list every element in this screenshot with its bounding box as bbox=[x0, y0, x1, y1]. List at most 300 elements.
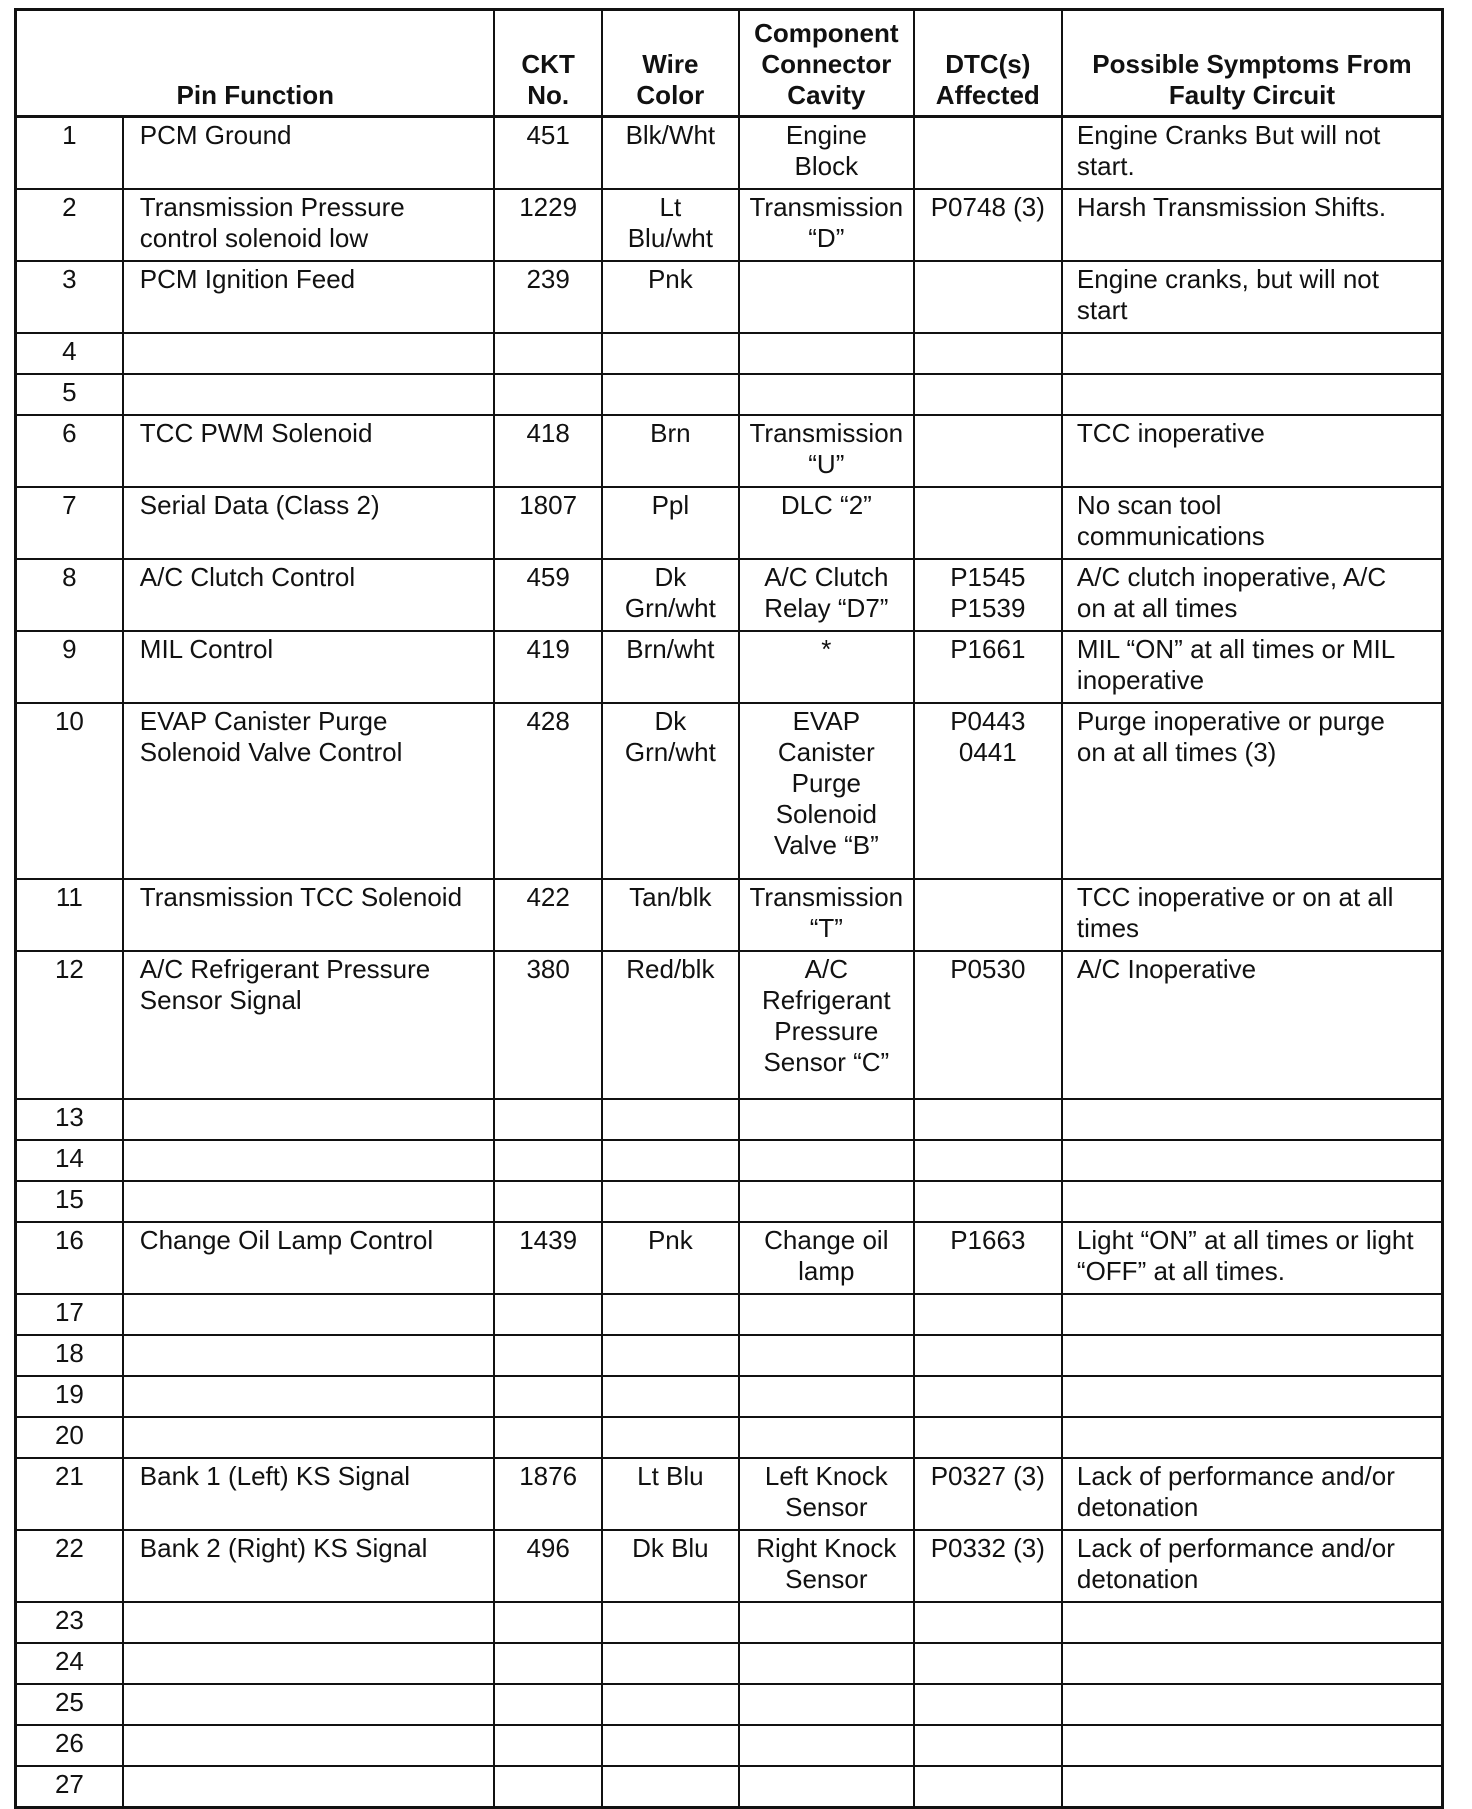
table-row bbox=[16, 487, 1443, 559]
ckt-number-cell: 1439 bbox=[494, 1222, 601, 1294]
component-cavity-cell bbox=[739, 1530, 914, 1602]
component-cavity-cell bbox=[739, 261, 914, 333]
cell-text-line: Bank 1 (Left) KS Signal bbox=[139, 1461, 411, 1491]
cell-text-line: “T” bbox=[809, 913, 843, 943]
table-row bbox=[16, 415, 1443, 487]
cell-text-line: Pnk bbox=[647, 264, 693, 294]
cell-text-line: TCC inoperative or on at all bbox=[1076, 882, 1394, 912]
table-row bbox=[16, 1725, 1443, 1766]
dtc-cell bbox=[914, 261, 1062, 333]
component-cavity-cell bbox=[739, 117, 914, 190]
cell-text-line: Purge bbox=[791, 768, 862, 798]
cell-text-line: detonation bbox=[1076, 1492, 1199, 1522]
wire-color-cell bbox=[602, 487, 739, 559]
pin-number-cell: 7 bbox=[16, 487, 123, 559]
symptoms-cell bbox=[1062, 1140, 1443, 1181]
cell-text-line: Blk/Wht bbox=[625, 120, 716, 150]
cell-text-line: detonation bbox=[1076, 1564, 1199, 1594]
cell-text-line: Transmission bbox=[749, 882, 904, 912]
cell-text-line: P1539 bbox=[950, 593, 1026, 623]
pin-number-cell: 14 bbox=[16, 1140, 123, 1181]
cell-text-line: Change oil bbox=[764, 1225, 889, 1255]
pin-number-cell: 15 bbox=[16, 1181, 123, 1222]
table-row bbox=[16, 1643, 1443, 1684]
cell-text-line: Transmission bbox=[749, 418, 904, 448]
ckt-number-cell bbox=[494, 1376, 601, 1417]
component-cavity-cell bbox=[739, 1725, 914, 1766]
cell-text-line: Engine Cranks But will not bbox=[1076, 120, 1381, 150]
wire-color-cell bbox=[602, 1725, 739, 1766]
symptoms-cell bbox=[1062, 631, 1443, 703]
symptoms-cell bbox=[1062, 879, 1443, 951]
cell-text-line: * bbox=[821, 634, 832, 664]
ckt-number-cell: 1876 bbox=[494, 1458, 601, 1530]
pin-function-cell bbox=[123, 879, 495, 951]
cell-text-line: “U” bbox=[808, 449, 845, 479]
wire-color-cell bbox=[602, 1530, 739, 1602]
cell-text-line: 0441 bbox=[958, 737, 1017, 767]
pin-number-cell: 6 bbox=[16, 415, 123, 487]
wire-color-cell bbox=[602, 559, 739, 631]
pin-number-cell: 10 bbox=[16, 703, 123, 879]
header-ckt-no: CKT No. bbox=[494, 10, 601, 117]
component-cavity-cell bbox=[739, 189, 914, 261]
wire-color-cell bbox=[602, 415, 739, 487]
pin-function-cell bbox=[123, 374, 495, 415]
wire-color-cell bbox=[602, 1458, 739, 1530]
component-cavity-cell bbox=[739, 1181, 914, 1222]
cell-text-line: lamp bbox=[798, 1256, 855, 1286]
cell-text-line: Brn bbox=[650, 418, 691, 448]
dtc-cell bbox=[914, 1099, 1062, 1140]
dtc-cell bbox=[914, 1417, 1062, 1458]
ckt-number-cell bbox=[494, 1099, 601, 1140]
wire-color-cell bbox=[602, 951, 739, 1099]
dtc-cell bbox=[914, 117, 1062, 190]
ckt-number-cell bbox=[494, 333, 601, 374]
pin-function-cell bbox=[123, 1530, 495, 1602]
pin-number-cell: 5 bbox=[16, 374, 123, 415]
pin-function-cell bbox=[123, 261, 495, 333]
ckt-number-cell bbox=[494, 1725, 601, 1766]
pin-function-cell bbox=[123, 951, 495, 1099]
ckt-number-cell: 459 bbox=[494, 559, 601, 631]
cell-text-line: Brn/wht bbox=[626, 634, 715, 664]
cell-text-line: Pnk bbox=[647, 1225, 693, 1255]
pin-number-cell: 8 bbox=[16, 559, 123, 631]
table-body bbox=[16, 117, 1443, 1808]
symptoms-cell bbox=[1062, 1643, 1443, 1684]
wire-color-cell bbox=[602, 1643, 739, 1684]
cell-text-line: Solenoid Valve Control bbox=[139, 737, 403, 767]
cell-text-line: TCC inoperative bbox=[1076, 418, 1265, 448]
pin-function-cell bbox=[123, 1099, 495, 1140]
cell-text-line: A/C Clutch bbox=[764, 562, 889, 592]
table-row bbox=[16, 1766, 1443, 1808]
cell-text-line: on at all times bbox=[1076, 593, 1238, 623]
wire-color-cell bbox=[602, 879, 739, 951]
dtc-cell bbox=[914, 1140, 1062, 1181]
cell-text-line: P0327 (3) bbox=[930, 1461, 1045, 1491]
cell-text-line: P1661 bbox=[950, 634, 1026, 664]
cell-text-line: Canister bbox=[777, 737, 875, 767]
component-cavity-cell bbox=[739, 631, 914, 703]
cell-text-line: Solenoid bbox=[775, 799, 877, 829]
cell-text-line: DLC “2” bbox=[780, 490, 872, 520]
table-row bbox=[16, 951, 1443, 1099]
cell-text-line: Transmission bbox=[749, 192, 904, 222]
ckt-number-cell: 1807 bbox=[494, 487, 601, 559]
component-cavity-cell bbox=[739, 1335, 914, 1376]
symptoms-cell bbox=[1062, 1458, 1443, 1530]
ckt-number-cell bbox=[494, 1766, 601, 1808]
cell-text-line: inoperative bbox=[1076, 665, 1205, 695]
symptoms-cell bbox=[1062, 703, 1443, 879]
header-row bbox=[16, 10, 1443, 117]
pin-function-cell bbox=[123, 415, 495, 487]
ckt-number-cell: 496 bbox=[494, 1530, 601, 1602]
cell-text-line: Sensor Signal bbox=[139, 985, 302, 1015]
ckt-number-cell bbox=[494, 1140, 601, 1181]
wire-color-cell bbox=[602, 1335, 739, 1376]
cell-text-line: Dk Blu bbox=[632, 1533, 709, 1563]
component-cavity-cell bbox=[739, 703, 914, 879]
wire-color-cell bbox=[602, 1766, 739, 1808]
cell-text-line: P1663 bbox=[950, 1225, 1026, 1255]
dtc-cell bbox=[914, 1725, 1062, 1766]
pin-number-cell: 26 bbox=[16, 1725, 123, 1766]
pin-number-cell: 12 bbox=[16, 951, 123, 1099]
symptoms-cell bbox=[1062, 333, 1443, 374]
wire-color-cell bbox=[602, 631, 739, 703]
component-cavity-cell bbox=[739, 879, 914, 951]
wire-color-cell bbox=[602, 1684, 739, 1725]
pin-number-cell: 4 bbox=[16, 333, 123, 374]
table-row bbox=[16, 559, 1443, 631]
cell-text-line: control solenoid low bbox=[139, 223, 369, 253]
symptoms-cell bbox=[1062, 1335, 1443, 1376]
ckt-number-cell: 380 bbox=[494, 951, 601, 1099]
dtc-cell bbox=[914, 189, 1062, 261]
cell-text-line: P0443 bbox=[950, 706, 1026, 736]
cell-text-line: A/C bbox=[804, 954, 848, 984]
dtc-cell bbox=[914, 951, 1062, 1099]
symptoms-cell bbox=[1062, 1222, 1443, 1294]
table-row bbox=[16, 1181, 1443, 1222]
dtc-cell bbox=[914, 415, 1062, 487]
cell-text-line: Light “ON” at all times or light bbox=[1076, 1225, 1414, 1255]
pin-number-cell: 19 bbox=[16, 1376, 123, 1417]
cell-text-line: Lack of performance and/or bbox=[1076, 1533, 1395, 1563]
wire-color-cell bbox=[602, 1602, 739, 1643]
pin-function-cell bbox=[123, 1222, 495, 1294]
symptoms-cell bbox=[1062, 559, 1443, 631]
table-row bbox=[16, 631, 1443, 703]
cell-text-line: P1545 bbox=[950, 562, 1026, 592]
cell-text-line: P0530 bbox=[950, 954, 1026, 984]
pin-function-cell bbox=[123, 1140, 495, 1181]
ckt-number-cell bbox=[494, 1684, 601, 1725]
cell-text-line: Ppl bbox=[651, 490, 690, 520]
wire-color-cell bbox=[602, 1181, 739, 1222]
table-row bbox=[16, 1140, 1443, 1181]
pin-number-cell: 22 bbox=[16, 1530, 123, 1602]
pin-function-cell bbox=[123, 631, 495, 703]
cell-text-line: Tan/blk bbox=[629, 882, 712, 912]
symptoms-cell bbox=[1062, 487, 1443, 559]
table-row bbox=[16, 879, 1443, 951]
pin-function-cell bbox=[123, 1417, 495, 1458]
cell-text-line: Blu/wht bbox=[627, 223, 713, 253]
pin-number-cell: 11 bbox=[16, 879, 123, 951]
cell-text-line: Engine bbox=[785, 120, 867, 150]
wire-color-cell bbox=[602, 1099, 739, 1140]
cell-text-line: Lt Blu bbox=[637, 1461, 704, 1491]
pin-function-cell bbox=[123, 1766, 495, 1808]
pin-function-cell bbox=[123, 1458, 495, 1530]
ckt-number-cell: 418 bbox=[494, 415, 601, 487]
cell-text-line: MIL Control bbox=[139, 634, 274, 664]
header-pin-function: Pin Function bbox=[16, 10, 495, 117]
component-cavity-cell bbox=[739, 1602, 914, 1643]
cell-text-line: Engine cranks, but will not bbox=[1076, 264, 1379, 294]
cell-text-line: EVAP bbox=[792, 706, 861, 736]
dtc-cell bbox=[914, 879, 1062, 951]
cell-text-line: P0332 (3) bbox=[930, 1533, 1045, 1563]
symptoms-cell bbox=[1062, 415, 1443, 487]
ckt-number-cell: 451 bbox=[494, 117, 601, 190]
dtc-cell bbox=[914, 1766, 1062, 1808]
wire-color-cell bbox=[602, 333, 739, 374]
ckt-number-cell: 1229 bbox=[494, 189, 601, 261]
component-cavity-cell bbox=[739, 415, 914, 487]
dtc-cell bbox=[914, 1684, 1062, 1725]
symptoms-cell bbox=[1062, 1294, 1443, 1335]
ckt-number-cell bbox=[494, 1335, 601, 1376]
ckt-number-cell bbox=[494, 1643, 601, 1684]
pin-number-cell: 2 bbox=[16, 189, 123, 261]
wire-color-cell bbox=[602, 189, 739, 261]
table-row bbox=[16, 1530, 1443, 1602]
component-cavity-cell bbox=[739, 559, 914, 631]
symptoms-cell bbox=[1062, 1181, 1443, 1222]
component-cavity-cell bbox=[739, 1294, 914, 1335]
wire-color-cell bbox=[602, 1140, 739, 1181]
cell-text-line: Purge inoperative or purge bbox=[1076, 706, 1385, 736]
connector-pin-table bbox=[14, 8, 1444, 1809]
dtc-cell bbox=[914, 374, 1062, 415]
pin-number-cell: 16 bbox=[16, 1222, 123, 1294]
symptoms-cell bbox=[1062, 1725, 1443, 1766]
ckt-number-cell bbox=[494, 1417, 601, 1458]
cell-text-line: Left Knock bbox=[764, 1461, 888, 1491]
wire-color-cell bbox=[602, 1294, 739, 1335]
cell-text-line: Bank 2 (Right) KS Signal bbox=[139, 1533, 428, 1563]
cell-text-line: Transmission Pressure bbox=[139, 192, 405, 222]
pin-number-cell: 24 bbox=[16, 1643, 123, 1684]
wire-color-cell bbox=[602, 261, 739, 333]
dtc-cell bbox=[914, 1222, 1062, 1294]
symptoms-cell bbox=[1062, 951, 1443, 1099]
pin-function-cell bbox=[123, 1376, 495, 1417]
pin-function-cell bbox=[123, 117, 495, 190]
table-row bbox=[16, 1417, 1443, 1458]
pin-function-cell bbox=[123, 703, 495, 879]
table-row bbox=[16, 1602, 1443, 1643]
cell-text-line: communications bbox=[1076, 521, 1265, 551]
symptoms-cell bbox=[1062, 1376, 1443, 1417]
dtc-cell bbox=[914, 1376, 1062, 1417]
cell-text-line: Sensor bbox=[785, 1564, 868, 1594]
pin-function-cell bbox=[123, 1643, 495, 1684]
pin-number-cell: 1 bbox=[16, 117, 123, 190]
component-cavity-cell bbox=[739, 1458, 914, 1530]
table-row bbox=[16, 1458, 1443, 1530]
cell-text-line: start. bbox=[1076, 151, 1135, 181]
cell-text-line: PCM Ignition Feed bbox=[139, 264, 356, 294]
pin-function-cell bbox=[123, 333, 495, 374]
dtc-cell bbox=[914, 703, 1062, 879]
symptoms-cell bbox=[1062, 1766, 1443, 1808]
component-cavity-cell bbox=[739, 374, 914, 415]
ckt-number-cell bbox=[494, 1294, 601, 1335]
dtc-cell bbox=[914, 487, 1062, 559]
pin-number-cell: 21 bbox=[16, 1458, 123, 1530]
dtc-cell bbox=[914, 1458, 1062, 1530]
cell-text-line: start bbox=[1076, 295, 1128, 325]
ckt-number-cell: 422 bbox=[494, 879, 601, 951]
cell-text-line: Sensor “C” bbox=[763, 1047, 890, 1077]
dtc-cell bbox=[914, 1335, 1062, 1376]
cell-text-line: “D” bbox=[808, 223, 845, 253]
dtc-cell bbox=[914, 1530, 1062, 1602]
pin-function-cell bbox=[123, 189, 495, 261]
wire-color-cell bbox=[602, 703, 739, 879]
cell-text-line: Harsh Transmission Shifts. bbox=[1076, 192, 1387, 222]
component-cavity-cell bbox=[739, 1376, 914, 1417]
dtc-cell bbox=[914, 1294, 1062, 1335]
pin-number-cell: 25 bbox=[16, 1684, 123, 1725]
header-possible-symptoms: Possible Symptoms From Faulty Circuit bbox=[1062, 10, 1443, 117]
pin-number-cell: 20 bbox=[16, 1417, 123, 1458]
symptoms-cell bbox=[1062, 1602, 1443, 1643]
header-wire-color: Wire Color bbox=[602, 10, 739, 117]
cell-text-line: A/C Inoperative bbox=[1076, 954, 1257, 984]
table-row bbox=[16, 333, 1443, 374]
cell-text-line: Change Oil Lamp Control bbox=[139, 1225, 434, 1255]
component-cavity-cell bbox=[739, 1222, 914, 1294]
pin-function-cell bbox=[123, 1602, 495, 1643]
wire-color-cell bbox=[602, 1417, 739, 1458]
cell-text-line: Dk bbox=[654, 706, 687, 736]
wire-color-cell bbox=[602, 1222, 739, 1294]
ckt-number-cell bbox=[494, 1602, 601, 1643]
symptoms-cell bbox=[1062, 189, 1443, 261]
table-row bbox=[16, 1684, 1443, 1725]
cell-text-line: Grn/wht bbox=[624, 593, 716, 623]
cell-text-line: Sensor bbox=[785, 1492, 868, 1522]
pin-function-cell bbox=[123, 487, 495, 559]
cell-text-line: Pressure bbox=[774, 1016, 879, 1046]
symptoms-cell bbox=[1062, 117, 1443, 190]
pin-table-sheet bbox=[14, 8, 1444, 1809]
dtc-cell bbox=[914, 1181, 1062, 1222]
pin-function-cell bbox=[123, 1684, 495, 1725]
cell-text-line: EVAP Canister Purge bbox=[139, 706, 388, 736]
pin-number-cell: 23 bbox=[16, 1602, 123, 1643]
cell-text-line: PCM Ground bbox=[139, 120, 292, 150]
cell-text-line: A/C Refrigerant Pressure bbox=[139, 954, 431, 984]
cell-text-line: Block bbox=[794, 151, 859, 181]
cell-text-line: MIL “ON” at all times or MIL bbox=[1076, 634, 1396, 664]
cell-text-line: Transmission TCC Solenoid bbox=[139, 882, 463, 912]
cell-text-line: Lack of performance and/or bbox=[1076, 1461, 1395, 1491]
wire-color-cell bbox=[602, 117, 739, 190]
table-row bbox=[16, 261, 1443, 333]
table-row bbox=[16, 1376, 1443, 1417]
ckt-number-cell: 428 bbox=[494, 703, 601, 879]
pin-function-cell bbox=[123, 1181, 495, 1222]
cell-text-line: on at all times (3) bbox=[1076, 737, 1277, 767]
pin-number-cell: 18 bbox=[16, 1335, 123, 1376]
pin-function-cell bbox=[123, 559, 495, 631]
dtc-cell bbox=[914, 1602, 1062, 1643]
symptoms-cell bbox=[1062, 1530, 1443, 1602]
table-row bbox=[16, 1099, 1443, 1140]
cell-text-line: times bbox=[1076, 913, 1140, 943]
header-dtcs-affected: DTC(s) Affected bbox=[914, 10, 1062, 117]
ckt-number-cell bbox=[494, 1181, 601, 1222]
component-cavity-cell bbox=[739, 1684, 914, 1725]
cell-text-line: A/C clutch inoperative, A/C bbox=[1076, 562, 1387, 592]
wire-color-cell bbox=[602, 374, 739, 415]
table-row bbox=[16, 189, 1443, 261]
wire-color-cell bbox=[602, 1376, 739, 1417]
pin-number-cell: 17 bbox=[16, 1294, 123, 1335]
table-row bbox=[16, 1222, 1443, 1294]
symptoms-cell bbox=[1062, 261, 1443, 333]
component-cavity-cell bbox=[739, 1099, 914, 1140]
cell-text-line: No scan tool bbox=[1076, 490, 1222, 520]
ckt-number-cell: 239 bbox=[494, 261, 601, 333]
table-row bbox=[16, 1294, 1443, 1335]
component-cavity-cell bbox=[739, 1643, 914, 1684]
cell-text-line: A/C Clutch Control bbox=[139, 562, 356, 592]
component-cavity-cell bbox=[739, 1140, 914, 1181]
symptoms-cell bbox=[1062, 374, 1443, 415]
cell-text-line: Dk bbox=[654, 562, 687, 592]
component-cavity-cell bbox=[739, 487, 914, 559]
pin-function-cell bbox=[123, 1725, 495, 1766]
symptoms-cell bbox=[1062, 1684, 1443, 1725]
cell-text-line: Serial Data (Class 2) bbox=[139, 490, 380, 520]
table-row bbox=[16, 117, 1443, 190]
cell-text-line: Red/blk bbox=[626, 954, 715, 984]
pin-function-cell bbox=[123, 1294, 495, 1335]
table-row bbox=[16, 703, 1443, 879]
pin-number-cell: 3 bbox=[16, 261, 123, 333]
dtc-cell bbox=[914, 559, 1062, 631]
dtc-cell bbox=[914, 631, 1062, 703]
cell-text-line: “OFF” at all times. bbox=[1076, 1256, 1285, 1286]
pin-number-cell: 27 bbox=[16, 1766, 123, 1808]
pin-function-cell bbox=[123, 1335, 495, 1376]
dtc-cell bbox=[914, 1643, 1062, 1684]
component-cavity-cell bbox=[739, 951, 914, 1099]
component-cavity-cell bbox=[739, 333, 914, 374]
cell-text-line: Grn/wht bbox=[624, 737, 716, 767]
pin-number-cell: 13 bbox=[16, 1099, 123, 1140]
